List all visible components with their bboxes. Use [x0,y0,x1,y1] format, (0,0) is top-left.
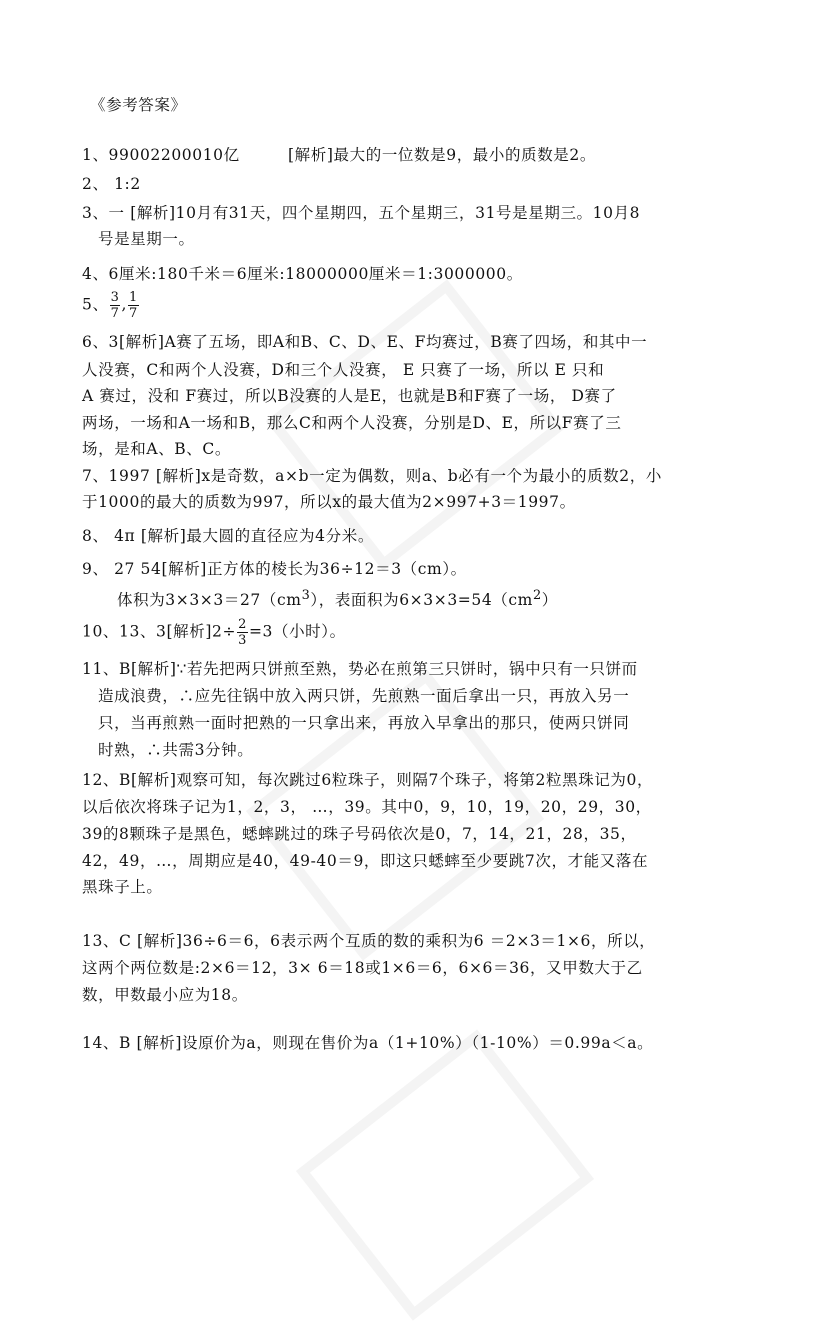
answer-7-cont: 于1000的最大的质数为997，所以x的最大值为2×997+3＝1997。 [82,493,576,511]
fraction-denominator: 7 [110,306,120,321]
fraction [237,617,248,648]
answer-6-cont: 场，是和A、B、C。 [82,440,231,458]
fraction-numerator: 3 [110,290,120,305]
fraction-denominator: 7 [128,306,138,321]
answer-5-prefix: 5、 [82,295,109,314]
answer-13-cont: 数，甲数最小应为18。 [82,986,248,1004]
fraction [128,290,139,321]
fraction [110,290,121,321]
answer-8: 8、 4π [解析]最大圆的直径应为4分米。 [82,527,374,545]
answer-1: 1、99002200010亿 [解析]最大的一位数是9，最小的质数是2。 [82,146,596,164]
watermark [296,1029,594,1320]
page-title: 《参考答案》 [90,96,187,114]
answer-10 [82,617,346,648]
answer-6-cont: 两场，一场和A一场和B，那么C和两个人没赛，分别是D、E，所以F赛了三 [82,414,622,432]
answer-3: 3、一 [解析]10月有31天，四个星期四，五个星期三，31号是星期三。10月8 [82,204,641,222]
answer-11-cont: 只，当再煎熟一面时把熟的一只拿出来，再放入早拿出的那只，使两只饼同 [98,714,630,732]
text: 体积为3×3×3＝27（cm [117,591,302,610]
text: ），表面积为6×3×3=54（cm [310,591,533,610]
answer-6-cont: 人没赛，C和两个人没赛，D和三个人没赛， E 只赛了一场，所以 E 只和 [82,361,605,379]
superscript: 2 [532,588,542,603]
answer-6: 6、3[解析]A赛了五场，即A和B、C、D、E、F均赛过，B赛了四场，和其中一 [82,333,648,351]
answer-7: 7、1997 [解析]x是奇数，a×b一定为偶数，则a、b必有一个为最小的质数2，小 [82,467,662,485]
answer-4: 4、6厘米:180千米＝6厘米:18000000厘米＝1:3000000。 [82,265,523,283]
answer-12-cont: 黑珠子上。 [82,878,163,896]
separator: , [121,295,127,314]
fraction-numerator: 2 [238,617,247,632]
fraction-denominator: 3 [238,633,247,648]
answer-11: 11、B[解析]∵若先把两只饼煎至熟，势必在煎第三只饼时，锅中只有一只饼而 [82,660,638,678]
answer-9-cont [117,588,558,610]
answer-3-cont: 号是星期一。 [98,230,195,248]
fraction-numerator: 1 [128,290,138,305]
answer-12-cont: 以后依次将珠子记为1，2，3， …，39。其中0，9，10，19，20，29，30， [82,798,652,816]
answer-11-cont: 造成浪费，∴应先往锅中放入两只饼，先煎熟一面后拿出一只，再放入另一 [98,687,630,705]
text: 10、13、3[解析]2÷ [82,622,237,641]
text: =3（小时）。 [248,622,346,641]
answer-12: 12、B[解析]观察可知，每次跳过6粒珠子，则隔7个珠子，将第2粒黑珠记为0， [82,771,654,789]
text: ） [541,591,558,610]
answer-14: 14、B [解析]设原价为a，则现在售价为a（1+10%）（1-10%）＝0.99a＜a。 [82,1034,654,1052]
answer-11-cont: 时熟，∴共需3分钟。 [98,741,254,759]
answer-6-cont: A 赛过，没和 F赛过，所以B没赛的人是E，也就是B和F赛了一场， D赛了 [82,387,617,405]
answer-13: 13、C [解析]36÷6＝6，6表示两个互质的数的乘积为6 ＝2×3＝1×6，所以， [82,932,656,950]
answer-9: 9、 27 54[解析]正方体的棱长为36÷12＝3（cm）。 [82,560,467,578]
superscript: 3 [301,588,311,603]
answer-13-cont: 这两个两位数是:2×6＝12，3× 6＝18或1×6＝6，6×6＝36，又甲数大于乙 [82,959,643,977]
answer-5 [82,290,140,321]
answer-12-cont: 39的8颗珠子是黑色，蟋蟀跳过的珠子号码依次是0，7，14，21，28，35， [82,825,637,843]
answer-2: 2、 1:2 [82,175,141,193]
answer-12-cont: 42，49，…，周期应是40，49-40＝9，即这只蟋蟀至少要跳7次，才能又落在 [82,852,649,870]
